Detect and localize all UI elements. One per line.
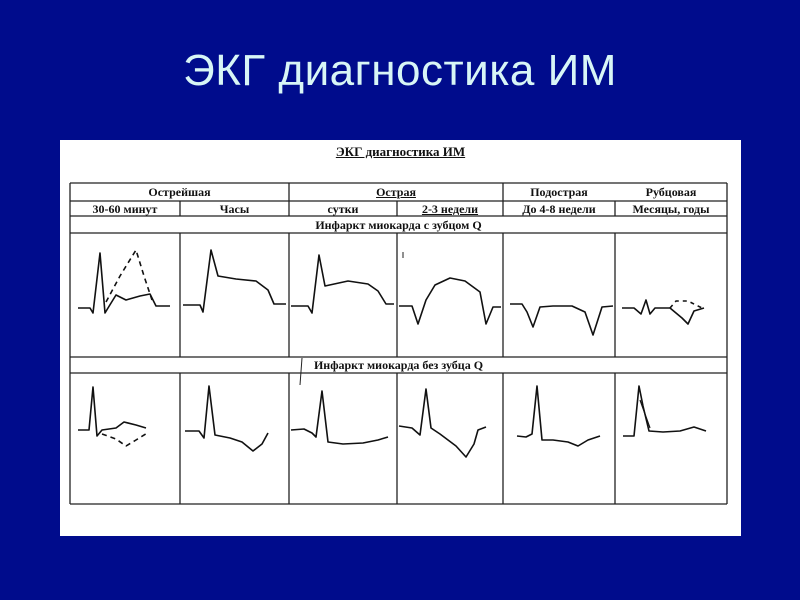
ecg-trace-q-6-dashed xyxy=(670,301,702,308)
ecg-trace-noq-2 xyxy=(185,386,268,451)
ecg-trace-q-2 xyxy=(183,250,286,312)
ecg-trace-noq-6 xyxy=(623,386,706,436)
scan-heading: ЭКГ диагностика ИМ xyxy=(335,144,466,159)
stage-subacute: Подострая xyxy=(530,185,588,199)
duration-2-3-weeks: 2-3 недели xyxy=(421,202,479,216)
section-with-q-wave: Инфаркт миокарда с зубцом Q xyxy=(315,218,482,232)
table-grid xyxy=(60,140,741,536)
ecg-trace-noq-1-dashed xyxy=(102,432,149,446)
duration-months-years: Месяцы, годы xyxy=(632,202,710,216)
slide-title: ЭКГ диагностика ИМ xyxy=(183,46,617,95)
ecg-trace-noq-6-detail xyxy=(640,400,650,428)
ecg-trace-noq-5 xyxy=(517,386,600,446)
ecg-trace-q-3 xyxy=(291,255,394,313)
ecg-trace-noq-1 xyxy=(78,387,146,436)
duration-4-8-weeks: До 4-8 недели xyxy=(522,202,596,216)
stage-hyperacute: Острейшая xyxy=(148,185,211,199)
ecg-trace-q-1 xyxy=(78,253,170,313)
stage-scar: Рубцовая xyxy=(645,185,697,199)
ecg-trace-q-4 xyxy=(399,278,501,324)
ecg-trace-noq-4 xyxy=(399,389,486,457)
ecg-table-scan xyxy=(60,140,741,536)
ecg-trace-noq-3 xyxy=(291,391,388,444)
duration-days: сутки xyxy=(327,202,359,216)
duration-hours: Часы xyxy=(219,202,250,216)
duration-30-60-min: 30-60 минут xyxy=(92,202,158,216)
ecg-trace-q-5 xyxy=(510,304,613,335)
stage-acute: Острая xyxy=(376,185,416,199)
section-without-q-wave: Инфаркт миокарда без зубца Q xyxy=(313,358,484,372)
